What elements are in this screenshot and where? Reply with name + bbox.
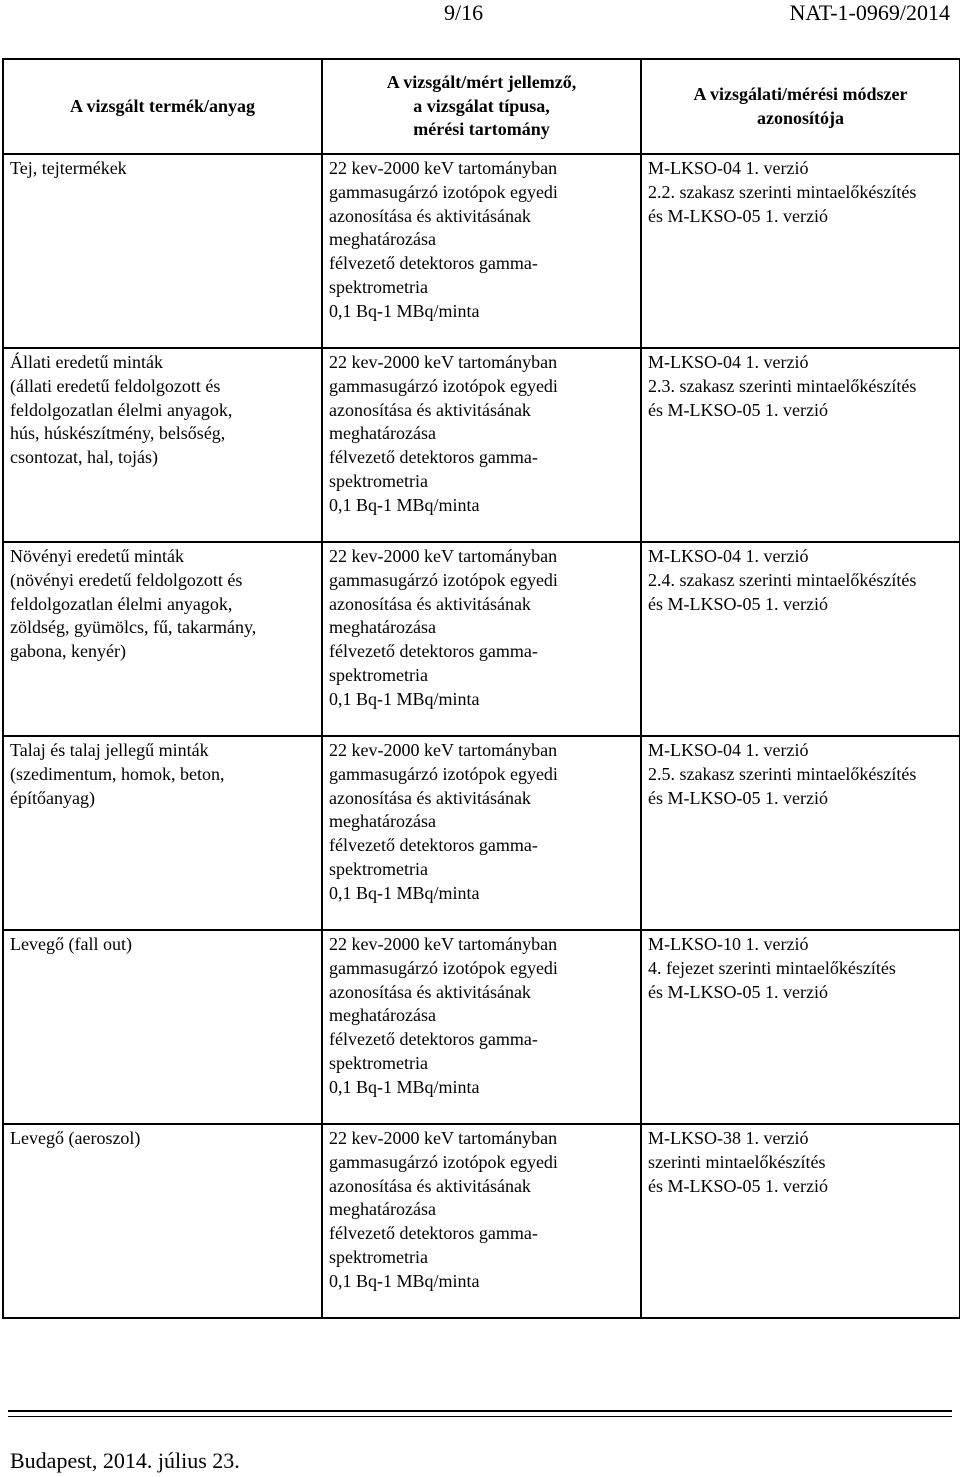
method-cell: M-LKSO-04 1. verzió 2.5. szakasz szerinti mintaelőkészítés és M-LKSO-05 1. verzió — [641, 736, 960, 930]
characteristic-cell: 22 kev-2000 keV tartományban gammasugárzó izotópok egyedi azonosítása és aktivitásának meghatározása félvezető detektoros gamma- spektrometria 0,1 Bq-1 MBq/minta — [322, 542, 641, 736]
method-cell: M-LKSO-10 1. verzió 4. fejezet szerinti mintaelőkészítés és M-LKSO-05 1. verzió — [641, 930, 960, 1124]
method-cell: M-LKSO-04 1. verzió 2.2. szakasz szerinti mintaelőkészítés és M-LKSO-05 1. verzió — [641, 154, 960, 348]
product-cell: Levegő (fall out) — [3, 930, 322, 1124]
product-cell: Talaj és talaj jellegű minták (szedimentum, homok, beton, építőanyag) — [3, 736, 322, 930]
accreditation-table — [2, 58, 960, 1319]
document-code: NAT-1-0969/2014 — [789, 0, 950, 25]
table-row — [3, 348, 960, 542]
product-cell: Tej, tejtermékek — [3, 154, 322, 348]
table-row — [3, 930, 960, 1124]
table-row — [3, 1124, 960, 1318]
footer-place-date: Budapest, 2014. július 23. — [10, 1448, 240, 1473]
footer-divider-thick — [8, 1410, 952, 1412]
table-header-row — [3, 59, 960, 154]
product-cell: Levegő (aeroszol) — [3, 1124, 322, 1318]
footer-divider-thin — [8, 1416, 952, 1417]
column-header-product: A vizsgált termék/anyag — [3, 59, 322, 154]
table-row — [3, 736, 960, 930]
characteristic-cell: 22 kev-2000 keV tartományban gammasugárzó izotópok egyedi azonosítása és aktivitásának meghatározása félvezető detektoros gamma- spektrometria 0,1 Bq-1 MBq/minta — [322, 736, 641, 930]
product-cell: Növényi eredetű minták (növényi eredetű feldolgozott és feldolgozatlan élelmi anyagok, zöldség, gyümölcs, fű, takarmány, gabona, kenyér) — [3, 542, 322, 736]
column-header-characteristic: A vizsgált/mért jellemző, a vizsgálat típusa, mérési tartomány — [322, 59, 641, 154]
method-cell: M-LKSO-04 1. verzió 2.3. szakasz szerinti mintaelőkészítés és M-LKSO-05 1. verzió — [641, 348, 960, 542]
column-header-method: A vizsgálati/mérési módszer azonosítója — [641, 59, 960, 154]
characteristic-cell: 22 kev-2000 keV tartományban gammasugárzó izotópok egyedi azonosítása és aktivitásának meghatározása félvezető detektoros gamma- spektrometria 0,1 Bq-1 MBq/minta — [322, 930, 641, 1124]
table-row — [3, 154, 960, 348]
page-number: 9/16 — [444, 0, 484, 25]
table-row — [3, 542, 960, 736]
characteristic-cell: 22 kev-2000 keV tartományban gammasugárzó izotópok egyedi azonosítása és aktivitásának meghatározása félvezető detektoros gamma- spektrometria 0,1 Bq-1 MBq/minta — [322, 1124, 641, 1318]
method-cell: M-LKSO-38 1. verzió szerinti mintaelőkészítés és M-LKSO-05 1. verzió — [641, 1124, 960, 1318]
characteristic-cell: 22 kev-2000 keV tartományban gammasugárzó izotópok egyedi azonosítása és aktivitásának meghatározása félvezető detektoros gamma- spektrometria 0,1 Bq-1 MBq/minta — [322, 348, 641, 542]
characteristic-cell: 22 kev-2000 keV tartományban gammasugárzó izotópok egyedi azonosítása és aktivitásának meghatározása félvezető detektoros gamma- spektrometria 0,1 Bq-1 MBq/minta — [322, 154, 641, 348]
product-cell: Állati eredetű minták (állati eredetű feldolgozott és feldolgozatlan élelmi anyagok, hús, húskészítmény, belsőség, csontozat, hal, tojás) — [3, 348, 322, 542]
method-cell: M-LKSO-04 1. verzió 2.4. szakasz szerinti mintaelőkészítés és M-LKSO-05 1. verzió — [641, 542, 960, 736]
